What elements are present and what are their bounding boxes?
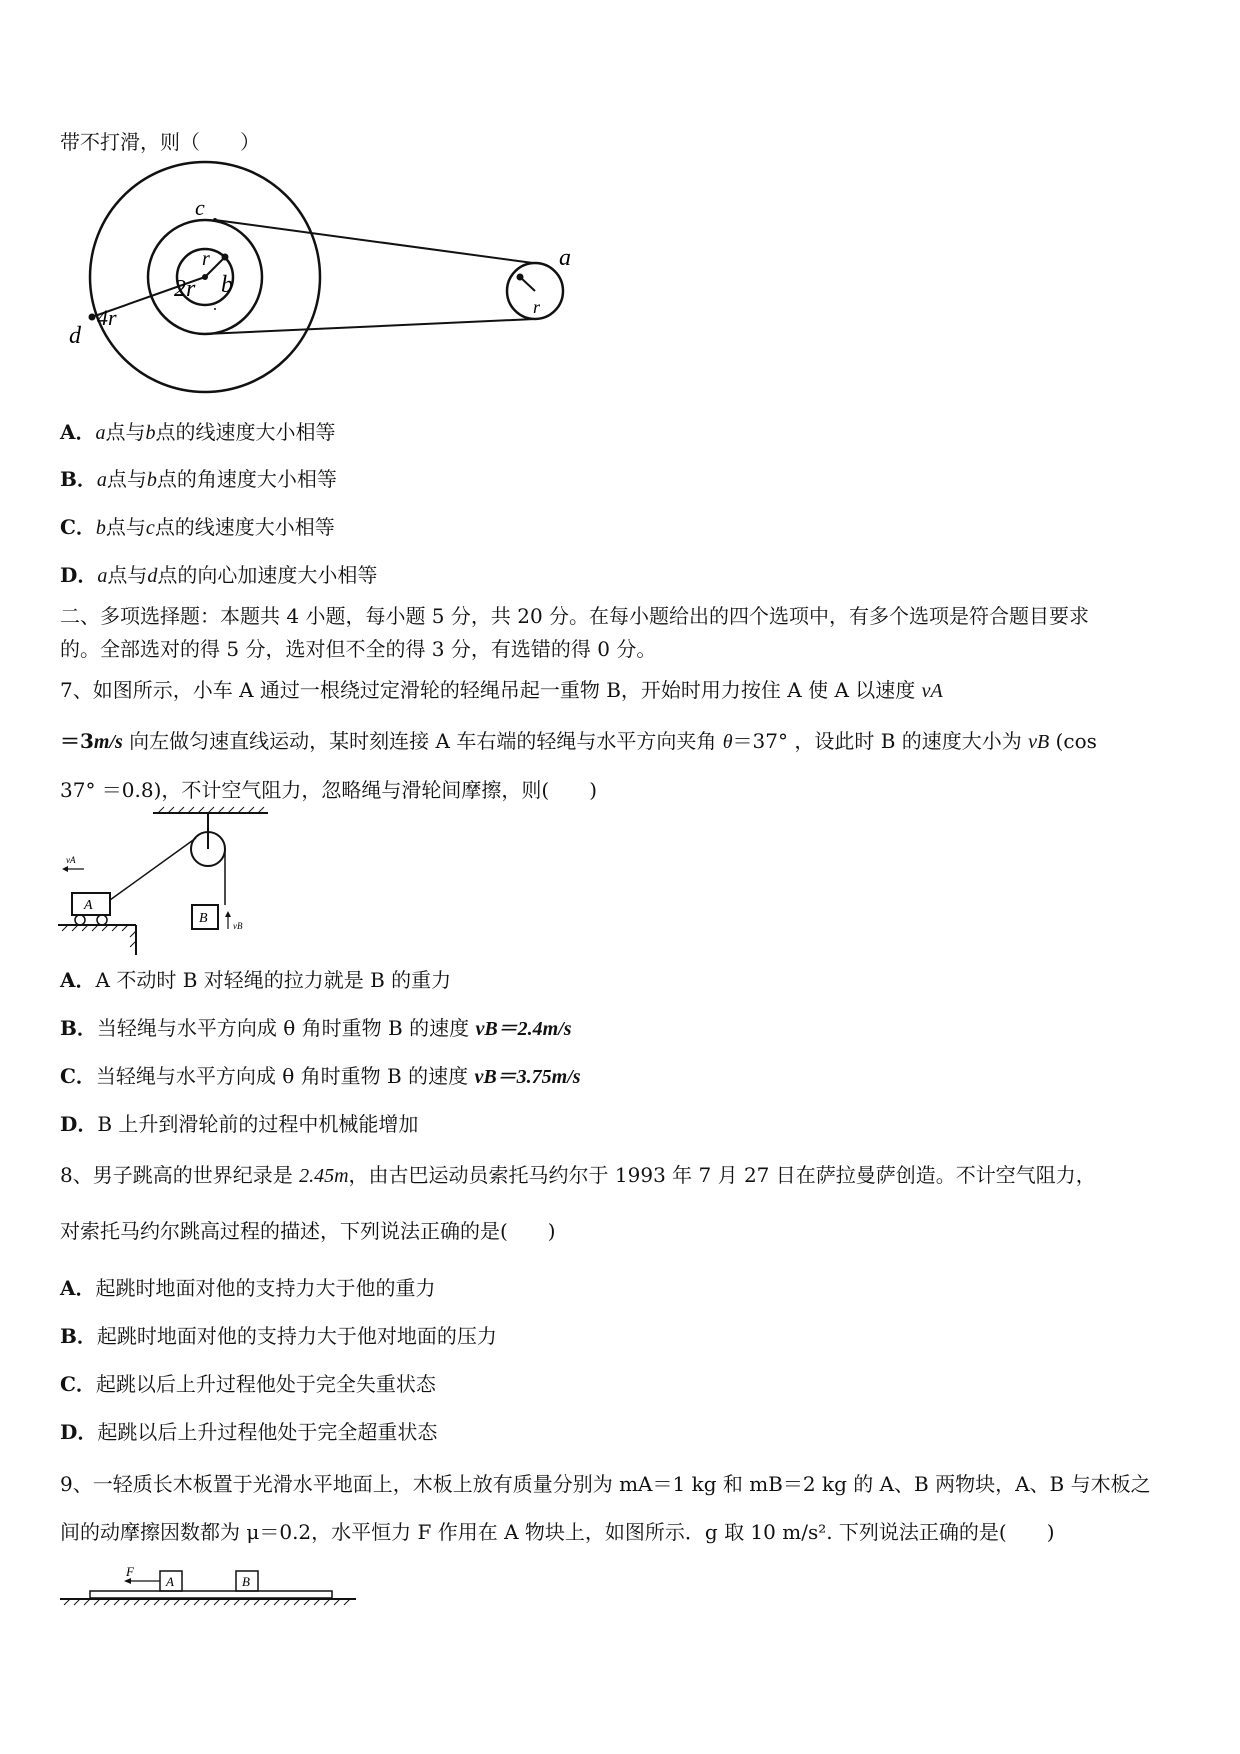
rope-to-car <box>110 838 196 900</box>
q6-option-d: D．a点与d点的向心加速度大小相等 <box>60 563 378 587</box>
label-B: B <box>199 911 208 926</box>
q7-pulley-figure <box>58 805 278 955</box>
section2-line1: 二、多项选择题：本题共 4 小题，每小题 5 分，共 20 分。在每小题给出的四个选项中，有多个选项是符合题目要求 <box>60 604 1090 628</box>
q8-option-a: A．起跳时地面对他的支持力大于他的重力 <box>60 1276 436 1300</box>
q6-option-c: C．b点与c点的线速度大小相等 <box>60 515 335 539</box>
q9-line2: 间的动摩擦因数都为 μ＝0.2，水平恒力 F 作用在 A 物块上，如图所示．g 取 10 m/s². 下列说法正确的是( ) <box>60 1520 1055 1544</box>
belt-top <box>215 220 533 263</box>
board <box>90 1591 332 1598</box>
label-vb: vB <box>233 921 243 931</box>
q7-line3: 37° ＝0.8)，不计空气阻力，忽略绳与滑轮间摩擦，则( ) <box>60 778 598 802</box>
q8-option-c: C．起跳以后上升过程他处于完全失重状态 <box>60 1372 436 1396</box>
q8-line1: 8、男子跳高的世界纪录是 2.45m，由古巴运动员索托马约尔于 1993 年 7 月 27 日在萨拉曼萨创造。不计空气阻力， <box>60 1163 1096 1187</box>
q6-option-b: B．a点与b点的角速度大小相等 <box>60 467 337 491</box>
q8-option-d: D．起跳以后上升过程他处于完全超重状态 <box>60 1420 438 1444</box>
label-r-inner: r <box>202 248 210 270</box>
q7-option-b: B．当轻绳与水平方向成 θ 角时重物 B 的速度 vB＝2.4m/s <box>60 1016 572 1040</box>
q7-option-c: C．当轻绳与水平方向成 θ 角时重物 B 的速度 vB＝3.75m/s <box>60 1064 581 1088</box>
q6-stem-tail: 带不打滑，则（ ） <box>60 130 260 154</box>
label-A: A <box>84 898 93 913</box>
label-b: b <box>221 272 233 298</box>
section2-line2: 的。全部选对的得 5 分，选对但不全的得 3 分，有选错的得 0 分。 <box>60 637 657 661</box>
label-d: d <box>69 323 81 349</box>
belt-bottom <box>205 319 535 334</box>
label-va: vA <box>66 855 76 865</box>
q7-option-d: D．B 上升到滑轮前的过程中机械能增加 <box>60 1112 419 1136</box>
q8-line2: 对索托马约尔跳高过程的描述，下列说法正确的是( ) <box>60 1219 556 1243</box>
q9-board-figure <box>60 1565 360 1605</box>
q6-pulley-figure <box>55 185 595 380</box>
label-B: B <box>242 1574 250 1589</box>
label-F: F <box>126 1564 134 1579</box>
label-r-small: r <box>533 297 541 317</box>
label-c: c <box>195 195 205 220</box>
q7-line2: ＝3m/s 向左做匀速直线运动，某时刻连接 A 车右端的轻绳与水平方向夹角 θ＝37° ，设此时 B 的速度大小为 vB (cos <box>60 729 1097 753</box>
label-A: A <box>166 1574 174 1589</box>
q9-line1: 9、一轻质长木板置于光滑水平地面上，木板上放有质量分别为 mA＝1 kg 和 mB＝2 kg 的 A、B 两物块，A、B 与木板之 <box>60 1472 1151 1496</box>
q8-option-b: B．起跳时地面对他的支持力大于他对地面的压力 <box>60 1324 497 1348</box>
q7-line1: 7、如图所示，小车 A 通过一根绕过定滑轮的轻绳吊起一重物 B，开始时用力按住 A 使 A 以速度 vA <box>60 678 943 702</box>
label-a: a <box>559 245 571 271</box>
q7-option-a: A．A 不动时 B 对轻绳的拉力就是 B 的重力 <box>60 968 452 992</box>
q6-option-a: A．a点与b点的线速度大小相等 <box>60 420 336 444</box>
label-2r: 2r <box>174 276 196 302</box>
label-4r: 4r <box>97 305 117 330</box>
